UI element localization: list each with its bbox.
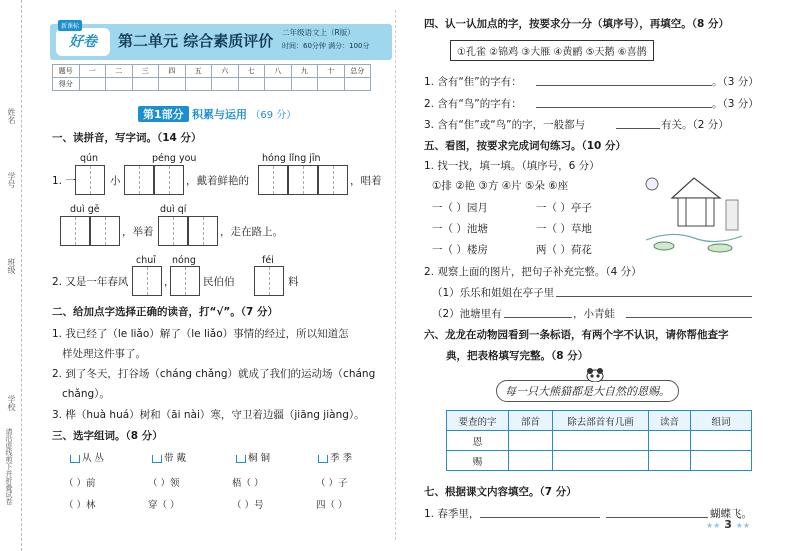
writing-box[interactable] <box>158 216 188 246</box>
score-cell[interactable] <box>185 78 212 91</box>
q1-line1-a: 1. 一 <box>52 175 76 187</box>
q3-blank[interactable]: （ ）林 <box>64 500 96 511</box>
answer-cell[interactable] <box>691 451 752 471</box>
score-cell[interactable] <box>212 78 239 91</box>
writing-box[interactable] <box>170 266 200 296</box>
q1-pinyin-h: féi <box>262 255 274 266</box>
class-label: 学号 <box>7 172 16 188</box>
q5-sentence-c: ，小青蛙 <box>573 308 615 320</box>
q1-line1-b: 小 <box>110 175 121 187</box>
score-header-cell: 四 <box>159 65 186 78</box>
grade-info-box <box>282 27 388 57</box>
q7-line-1: 1. 春季里， <box>424 508 480 520</box>
answer-cell[interactable] <box>509 431 553 451</box>
q3-blank[interactable]: （ ）领 <box>148 478 180 489</box>
answer-line[interactable] <box>504 306 572 318</box>
part1-banner <box>138 106 296 122</box>
page-divider <box>395 10 396 540</box>
q6-title-2: 典，把表格填写完整。（8 分） <box>446 350 589 362</box>
building <box>726 200 738 230</box>
score-cell[interactable] <box>238 78 265 91</box>
school-label: 学校 <box>7 395 16 411</box>
writing-box[interactable] <box>254 266 284 296</box>
col-header: 组词 <box>691 411 752 431</box>
q5-blank[interactable]: 两（ ）荷花 <box>536 244 592 256</box>
q7-title: 七、根据课文内容填空。（7 分） <box>424 486 577 498</box>
q5-blank[interactable]: 一（ ）草地 <box>536 223 592 235</box>
score-header-cell: 总分 <box>344 65 371 78</box>
q3-pair-1: 从 丛 <box>70 450 104 464</box>
q4-line-3: 3. 含有“隹”或“鸟”的字，一般都与 <box>424 119 586 131</box>
score-header-cell: 二 <box>106 65 133 78</box>
q5-blank[interactable]: 一（ ）楼房 <box>432 244 488 256</box>
q1-pinyin-e: duì qí <box>160 204 187 215</box>
panda-icon <box>586 368 604 382</box>
q2-sentence-1b: 样处理这件事了。 <box>62 348 146 360</box>
q3-blank[interactable]: 梧（ ） <box>232 478 264 489</box>
col-header: 部首 <box>509 411 553 431</box>
score-header-cell: 八 <box>265 65 292 78</box>
pavilion-illustration <box>642 170 746 260</box>
score-table <box>52 64 371 91</box>
answer-line[interactable] <box>626 306 752 318</box>
q3-blank[interactable]: （ ）号 <box>232 500 264 511</box>
q4-options: ①孔雀 ②锦鸡 ③大雁 ④黄鹂 ⑤天鹅 ⑥喜鹊 <box>450 40 654 61</box>
score-header-cell: 五 <box>185 65 212 78</box>
brand-tag: 新课标 <box>58 20 82 31</box>
q1-line2-a: ，举着 <box>122 226 154 238</box>
q5-blank[interactable]: 一（ ）池塘 <box>432 223 488 235</box>
q4-line-2: 2. 含有“鸟”的字有： <box>424 98 522 110</box>
writing-box[interactable] <box>75 165 105 195</box>
answer-line[interactable] <box>556 285 752 297</box>
score-header-cell: 七 <box>238 65 265 78</box>
q2-sentence-1: 1. 我已经了（le liǎo）解了（le liǎo）事情的经过，所以知道怎 <box>52 328 349 340</box>
q5-sentence-a: （1）乐乐和姐姐在亭子里 <box>432 287 555 299</box>
q3-pair-2: 带 戴 <box>152 450 186 464</box>
part1-score: （69 分） <box>250 110 297 121</box>
answer-cell[interactable] <box>553 451 649 471</box>
q2-sentence-2: 2. 到了冬天，打谷场（cháng chǎng）就成了我们的运动场（cháng <box>52 368 376 380</box>
q1-pinyin-g: nóng <box>172 255 196 266</box>
q3-blank[interactable]: （ ）前 <box>64 478 96 489</box>
q1-line2-b: ，走在路上。 <box>220 226 283 238</box>
q1-pinyin-d: duì gē <box>70 204 100 215</box>
writing-box[interactable] <box>154 165 184 195</box>
q7-line-1-suffix: 蝴蝶飞。 <box>710 508 752 520</box>
answer-cell[interactable] <box>649 431 691 451</box>
score-header-cell: 一 <box>79 65 106 78</box>
bracket-icon <box>236 455 246 463</box>
score-header-cell: 题号 <box>53 65 80 78</box>
writing-box[interactable] <box>124 165 154 195</box>
score-header-cell: 九 <box>291 65 318 78</box>
bracket-icon <box>70 455 80 463</box>
q3-pair-3: 桐 铜 <box>236 450 270 464</box>
unit-title: 第二单元 综合素质评价 <box>118 32 274 50</box>
time-info: 时间：60分钟 满分：100分 <box>282 42 370 50</box>
score-cell[interactable] <box>318 78 345 91</box>
col-header: 读音 <box>649 411 691 431</box>
grade-label: 班级 <box>7 258 16 274</box>
pavilion-body <box>678 198 714 226</box>
q5-options: ①排 ②艳 ③方 ④片 ⑤朵 ⑥座 <box>432 180 569 192</box>
slogan: 每一只大熊猫都是大自然的恩赐。 <box>496 380 679 402</box>
q5-sentence-b: （2）池塘里有 <box>432 308 502 320</box>
part1-tag: 第1部分 <box>138 106 189 122</box>
bracket-icon <box>152 455 162 463</box>
writing-box[interactable] <box>258 165 288 195</box>
target-char: 赐 <box>447 451 509 471</box>
score-cell[interactable] <box>344 78 371 91</box>
bracket-icon <box>318 455 328 463</box>
q3-blank[interactable]: （ ）子 <box>316 478 348 489</box>
binding-note: 请沿虚线剪下并折叠试卷 <box>5 428 13 505</box>
lotus-leaf <box>654 242 674 250</box>
table-row <box>447 431 752 451</box>
q1-line3-d: 料 <box>288 276 299 288</box>
writing-box[interactable] <box>188 216 218 246</box>
q3-pair-4: 季 季 <box>318 450 352 464</box>
score-cell[interactable] <box>291 78 318 91</box>
col-header: 除去部首有几画 <box>553 411 649 431</box>
dictionary-table <box>446 410 752 471</box>
answer-cell[interactable] <box>691 431 752 451</box>
answer-cell[interactable] <box>649 451 691 471</box>
score-cell[interactable] <box>79 78 106 91</box>
score-header-cell: 六 <box>212 65 239 78</box>
answer-line[interactable] <box>616 117 660 129</box>
moon-icon <box>646 178 658 190</box>
writing-box[interactable] <box>90 216 120 246</box>
q4-line-1-score: 。（3 分） <box>712 76 759 88</box>
q5-subtitle-1: 1. 找一找，填一填。（填序号，6 分） <box>424 160 600 172</box>
writing-box[interactable] <box>132 266 162 296</box>
q2-sentence-3: 3. 桦（huà huá）树和（āi nài）寒，守卫着边疆（jiāng jiàng）。 <box>52 409 365 421</box>
q5-subtitle-2: 2. 观察上面的图片，把句子补充完整。（4 分） <box>424 266 642 278</box>
pond <box>646 234 742 241</box>
table-row <box>447 451 752 471</box>
page-number: ★★ 3 ★★ <box>706 518 751 531</box>
answer-line[interactable] <box>536 96 712 108</box>
col-header: 要查的字 <box>447 411 509 431</box>
q5-blank[interactable]: 一（ ）园月 <box>432 202 488 214</box>
q1-line1-d: ，唱着 <box>350 175 382 187</box>
q5-title: 五、看图，按要求完成词句练习。（10 分） <box>424 140 627 152</box>
q4-line-2-score: 。（3 分） <box>712 98 759 110</box>
q1-title: 一、读拼音，写字词。（14 分） <box>52 132 202 144</box>
q3-blank[interactable]: 穿（ ） <box>148 500 180 511</box>
q2-sentence-2b: chǎng）。 <box>62 388 110 400</box>
q4-line-3-score: 有关。（2 分） <box>661 119 729 131</box>
target-char: 恩 <box>447 431 509 451</box>
answer-line[interactable] <box>480 506 600 518</box>
score-row-label: 得分 <box>53 78 80 91</box>
q4-title: 四、认一认加点的字，按要求分一分（填序号），再填空。（8 分） <box>424 18 729 30</box>
q1-pinyin-a: qún <box>80 153 99 164</box>
q1-line3-a: 2. 又是一年春风 <box>52 276 129 288</box>
q1-line3-c: 民伯伯 <box>203 276 235 288</box>
q4-line-1: 1. 含有“隹”的字有： <box>424 76 522 88</box>
q1-pinyin-c: hóng lǐng jīn <box>262 153 321 164</box>
q3-title: 三、选字组词。（8 分） <box>52 430 163 442</box>
answer-cell[interactable] <box>553 431 649 451</box>
brand-logo: 好卷 <box>56 28 110 56</box>
answer-line[interactable] <box>536 74 712 86</box>
writing-box[interactable] <box>60 216 90 246</box>
score-header-cell: 三 <box>132 65 159 78</box>
q3-blank[interactable]: 四（ ） <box>316 500 348 511</box>
q2-title: 二、给加点字选择正确的读音，打“√”。（7 分） <box>52 306 279 318</box>
writing-box[interactable] <box>288 165 318 195</box>
answer-cell[interactable] <box>509 451 553 471</box>
q1-pinyin-b: péng you <box>152 153 197 164</box>
score-cell[interactable] <box>265 78 292 91</box>
name-label: 姓名 <box>7 108 16 124</box>
q1-line1-c: ，戴着鲜艳的 <box>186 175 249 187</box>
q6-title: 六、龙龙在动物园看到一条标语，有两个字不认识，请你帮他查字 <box>424 329 729 341</box>
answer-line[interactable] <box>606 506 708 518</box>
score-cell[interactable] <box>159 78 186 91</box>
score-header-cell: 十 <box>318 65 345 78</box>
q5-blank[interactable]: 一（ ）亭子 <box>536 202 592 214</box>
grade-info: 二年级语文上（R版） <box>282 28 355 37</box>
q1-pinyin-f: chuī <box>136 255 156 266</box>
score-cell[interactable] <box>106 78 133 91</box>
score-cell[interactable] <box>132 78 159 91</box>
q1-line3-b: ， <box>164 276 175 288</box>
pavilion-roof <box>672 178 720 198</box>
lotus-leaf <box>708 244 732 252</box>
part1-title: 积累与运用 <box>192 108 247 121</box>
writing-box[interactable] <box>318 165 348 195</box>
